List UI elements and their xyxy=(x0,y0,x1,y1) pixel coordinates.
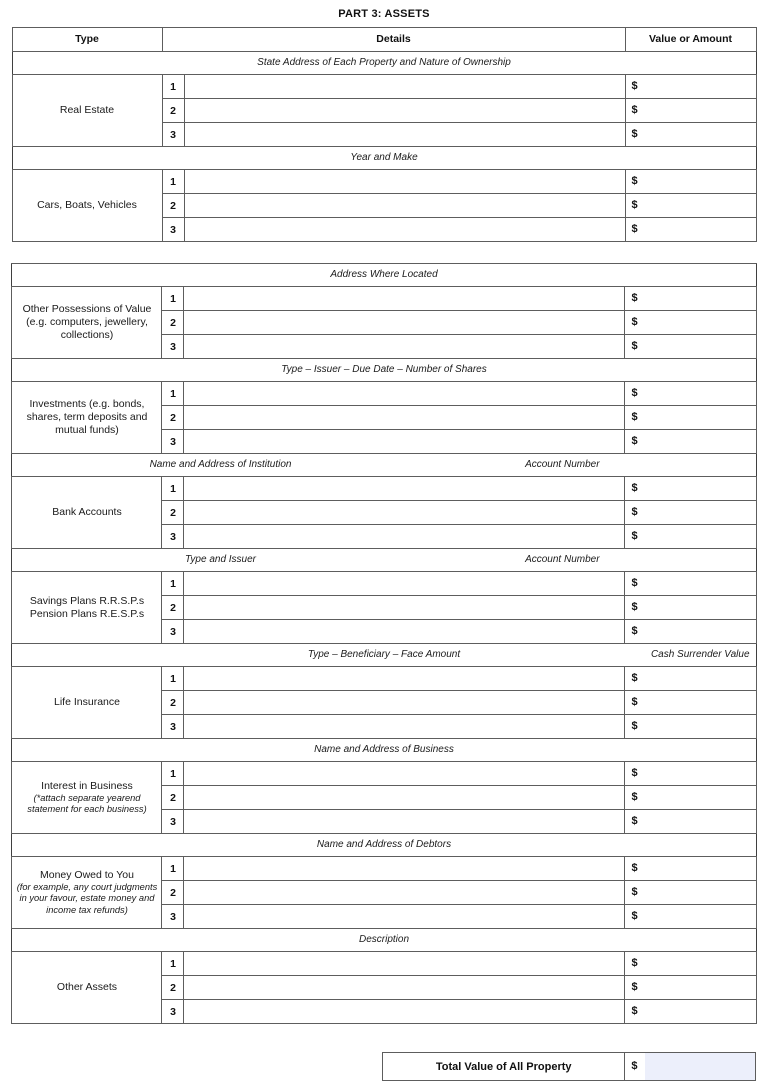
caption-savings-plans xyxy=(12,549,755,571)
currency-symbol: $ xyxy=(629,952,643,975)
currency-symbol: $ xyxy=(629,786,643,809)
assets-table-upper xyxy=(12,27,757,242)
detail-divider xyxy=(481,572,484,595)
detail-input-real-estate-2[interactable] xyxy=(184,99,625,123)
detail-input-other-possessions-2[interactable] xyxy=(184,311,625,335)
caption-interest-in-business: Name and Address of Business xyxy=(314,744,454,755)
currency-symbol: $ xyxy=(629,335,643,358)
detail-input-real-estate-3[interactable] xyxy=(184,123,625,147)
table-row xyxy=(12,75,756,99)
table-row xyxy=(12,667,756,691)
row-number: 2 xyxy=(162,786,184,810)
caption-other-assets: Description xyxy=(358,934,410,945)
value-input-real-estate-1[interactable] xyxy=(625,75,756,99)
total-row xyxy=(383,1053,756,1081)
currency-symbol: $ xyxy=(629,667,643,690)
value-input-other-possessions-3[interactable] xyxy=(625,335,756,359)
value-input-real-estate-2[interactable] xyxy=(625,99,756,123)
caption-savings-plans-primary: Type and Issuer xyxy=(185,554,257,565)
caption-investments: Type – Issuer – Due Date – Number of Shares xyxy=(281,364,487,375)
value-input-other-possessions-2[interactable] xyxy=(625,311,756,335)
caption-life-insurance xyxy=(12,644,755,666)
row-number: 3 xyxy=(162,335,184,359)
row-number: 2 xyxy=(162,596,184,620)
detail-input-investments-1[interactable] xyxy=(184,382,625,406)
value-input-interest-in-business-3[interactable] xyxy=(625,810,756,834)
table-row xyxy=(12,572,756,596)
row-number: 2 xyxy=(162,881,184,905)
row-number: 1 xyxy=(162,477,184,501)
currency-symbol: $ xyxy=(629,287,643,310)
detail-input-money-owed-2[interactable] xyxy=(184,881,625,905)
caption-life-insurance-primary: Type – Beneficiary – Face Amount xyxy=(307,649,461,660)
detail-input-interest-in-business-2[interactable] xyxy=(184,786,625,810)
section-caption-row-vehicles xyxy=(12,147,756,170)
type-label-money-owed xyxy=(12,857,162,929)
currency-symbol: $ xyxy=(629,1000,643,1023)
detail-input-other-possessions-1[interactable] xyxy=(184,287,625,311)
detail-input-other-assets-2[interactable] xyxy=(184,976,625,1000)
detail-input-interest-in-business-3[interactable] xyxy=(184,810,625,834)
detail-input-bank-accounts-3[interactable] xyxy=(184,525,625,549)
value-input-interest-in-business-1[interactable] xyxy=(625,762,756,786)
row-number: 3 xyxy=(162,123,184,147)
detail-input-savings-plans-1[interactable] xyxy=(184,572,625,596)
row-number: 1 xyxy=(162,667,184,691)
currency-symbol: $ xyxy=(629,620,643,643)
currency-symbol: $ xyxy=(629,691,643,714)
row-number: 1 xyxy=(162,952,184,976)
row-number: 1 xyxy=(162,857,184,881)
detail-input-life-insurance-3[interactable] xyxy=(184,715,625,739)
currency-symbol: $ xyxy=(629,382,643,405)
row-number: 2 xyxy=(162,194,184,218)
row-number: 1 xyxy=(162,170,184,194)
table-row xyxy=(12,170,756,194)
section-caption-row-interest-in-business xyxy=(12,739,756,762)
column-header-value: Value or Amount xyxy=(625,28,756,52)
column-header-type: Type xyxy=(12,28,162,52)
assets-table-lower xyxy=(11,263,756,1024)
value-input-other-assets-1[interactable] xyxy=(625,952,756,976)
detail-divider xyxy=(481,501,484,524)
currency-symbol: $ xyxy=(630,99,644,122)
row-number: 2 xyxy=(162,691,184,715)
value-input-vehicles-2[interactable] xyxy=(625,194,756,218)
currency-symbol: $ xyxy=(629,1053,643,1080)
caption-real-estate: State Address of Each Property and Nature of Ownership xyxy=(257,57,511,68)
currency-symbol: $ xyxy=(630,170,644,193)
value-input-vehicles-3[interactable] xyxy=(625,218,756,242)
detail-input-money-owed-3[interactable] xyxy=(184,905,625,929)
table-spacer xyxy=(0,242,768,263)
detail-input-investments-2[interactable] xyxy=(184,406,625,430)
row-number: 3 xyxy=(162,810,184,834)
row-number: 2 xyxy=(162,406,184,430)
detail-divider xyxy=(481,620,484,643)
value-input-savings-plans-2[interactable] xyxy=(625,596,756,620)
detail-input-vehicles-2[interactable] xyxy=(184,194,625,218)
section-caption-row-other-assets xyxy=(12,929,756,952)
detail-input-interest-in-business-1[interactable] xyxy=(184,762,625,786)
detail-input-investments-3[interactable] xyxy=(184,430,625,454)
row-number: 2 xyxy=(162,976,184,1000)
value-input-money-owed-2[interactable] xyxy=(625,881,756,905)
currency-symbol: $ xyxy=(629,477,643,500)
currency-symbol: $ xyxy=(629,881,643,904)
detail-input-vehicles-3[interactable] xyxy=(184,218,625,242)
value-input-money-owed-3[interactable] xyxy=(625,905,756,929)
row-number: 2 xyxy=(162,99,184,123)
detail-input-savings-plans-3[interactable] xyxy=(184,620,625,644)
value-input-other-assets-3[interactable] xyxy=(625,1000,756,1024)
type-label-interest-in-business xyxy=(12,762,162,834)
table-row xyxy=(12,952,756,976)
detail-input-savings-plans-2[interactable] xyxy=(184,596,625,620)
row-number: 1 xyxy=(162,762,184,786)
caption-vehicles: Year and Make xyxy=(350,152,418,163)
table-row xyxy=(12,287,756,311)
type-label-note: (*attach separate yearend statement for each business) xyxy=(27,792,147,814)
detail-divider xyxy=(481,525,484,548)
row-number: 3 xyxy=(162,905,184,929)
type-label-investments: Investments (e.g. bonds, shares, term deposits and mutual funds) xyxy=(12,382,162,454)
section-caption-row-other-possessions xyxy=(12,264,756,287)
type-label-main: Interest in Business xyxy=(41,779,133,792)
row-number: 1 xyxy=(162,382,184,406)
section-caption-row-money-owed xyxy=(12,834,756,857)
value-input-life-insurance-2[interactable] xyxy=(625,691,756,715)
detail-input-other-assets-1[interactable] xyxy=(184,952,625,976)
value-input-life-insurance-3[interactable] xyxy=(625,715,756,739)
currency-symbol: $ xyxy=(629,406,643,429)
table-row xyxy=(12,762,756,786)
value-input-savings-plans-3[interactable] xyxy=(625,620,756,644)
currency-symbol: $ xyxy=(629,976,643,999)
caption-bank-accounts-primary: Name and Address of Institution xyxy=(149,459,292,470)
value-input-life-insurance-1[interactable] xyxy=(625,667,756,691)
type-label-main: Money Owed to You xyxy=(39,868,134,881)
row-number: 3 xyxy=(162,620,184,644)
value-input-money-owed-1[interactable] xyxy=(625,857,756,881)
value-input-real-estate-3[interactable] xyxy=(625,123,756,147)
currency-symbol: $ xyxy=(629,857,643,880)
detail-input-other-possessions-3[interactable] xyxy=(184,335,625,359)
type-label-savings-plans: Savings Plans R.R.S.P.s Pension Plans R.E.S.P.s xyxy=(12,572,162,644)
currency-symbol: $ xyxy=(629,311,643,334)
type-label-life-insurance: Life Insurance xyxy=(12,667,162,739)
value-input-vehicles-1[interactable] xyxy=(625,170,756,194)
value-input-bank-accounts-2[interactable] xyxy=(625,501,756,525)
currency-symbol: $ xyxy=(629,525,643,548)
row-number: 3 xyxy=(162,715,184,739)
value-input-interest-in-business-2[interactable] xyxy=(625,786,756,810)
section-caption-row-savings-plans xyxy=(12,549,756,572)
currency-symbol: $ xyxy=(630,218,644,241)
table-row xyxy=(12,857,756,881)
type-label-bank-accounts: Bank Accounts xyxy=(12,477,162,549)
currency-symbol: $ xyxy=(629,715,643,738)
currency-symbol: $ xyxy=(629,501,643,524)
detail-divider xyxy=(481,596,484,619)
value-input-investments-3[interactable] xyxy=(625,430,756,454)
row-number: 1 xyxy=(162,287,184,311)
table-header-row xyxy=(12,28,756,52)
currency-symbol: $ xyxy=(630,194,644,217)
table-row xyxy=(12,382,756,406)
row-number: 3 xyxy=(162,1000,184,1024)
value-input-bank-accounts-1[interactable] xyxy=(625,477,756,501)
detail-input-money-owed-1[interactable] xyxy=(184,857,625,881)
type-label-vehicles: Cars, Boats, Vehicles xyxy=(12,170,162,242)
page-title: PART 3: ASSETS xyxy=(338,8,430,20)
total-label: Total Value of All Property xyxy=(383,1053,625,1081)
currency-symbol: $ xyxy=(629,430,643,453)
caption-bank-accounts xyxy=(12,454,755,476)
detail-input-life-insurance-2[interactable] xyxy=(184,691,625,715)
section-caption-row-bank-accounts xyxy=(12,454,756,477)
row-number: 2 xyxy=(162,311,184,335)
detail-input-real-estate-1[interactable] xyxy=(184,75,625,99)
caption-other-possessions: Address Where Located xyxy=(330,269,438,280)
value-input-savings-plans-1[interactable] xyxy=(625,572,756,596)
value-input-bank-accounts-3[interactable] xyxy=(625,525,756,549)
value-input-other-assets-2[interactable] xyxy=(625,976,756,1000)
value-input-investments-2[interactable] xyxy=(625,406,756,430)
detail-input-life-insurance-1[interactable] xyxy=(184,667,625,691)
section-caption-row-life-insurance xyxy=(12,644,756,667)
currency-symbol: $ xyxy=(630,123,644,146)
type-label-real-estate: Real Estate xyxy=(12,75,162,147)
currency-symbol: $ xyxy=(630,75,644,98)
currency-symbol: $ xyxy=(629,596,643,619)
caption-life-insurance-secondary: Cash Surrender Value xyxy=(650,649,750,660)
row-number: 1 xyxy=(162,75,184,99)
row-number: 3 xyxy=(162,218,184,242)
currency-symbol: $ xyxy=(629,905,643,928)
currency-symbol: $ xyxy=(629,572,643,595)
currency-symbol: $ xyxy=(629,810,643,833)
row-number: 3 xyxy=(162,525,184,549)
detail-input-vehicles-1[interactable] xyxy=(184,170,625,194)
detail-input-bank-accounts-1[interactable] xyxy=(184,477,625,501)
type-label-note: (for example, any court judgments in your favour, estate money and income tax refunds) xyxy=(16,881,158,915)
total-value-input[interactable] xyxy=(625,1053,756,1081)
type-label-other-possessions: Other Possessions of Value (e.g. computers, jewellery, collections) xyxy=(12,287,162,359)
type-label-other-assets: Other Assets xyxy=(12,952,162,1024)
detail-input-other-assets-3[interactable] xyxy=(184,1000,625,1024)
row-number: 2 xyxy=(162,501,184,525)
total-table xyxy=(382,1052,756,1081)
value-input-investments-1[interactable] xyxy=(625,382,756,406)
currency-symbol: $ xyxy=(629,762,643,785)
detail-input-bank-accounts-2[interactable] xyxy=(184,501,625,525)
total-section xyxy=(12,1024,756,1081)
caption-bank-accounts-secondary: Account Number xyxy=(525,459,600,470)
row-number: 1 xyxy=(162,572,184,596)
caption-savings-plans-secondary: Account Number xyxy=(525,554,600,565)
detail-divider xyxy=(481,477,484,500)
section-caption-row-investments xyxy=(12,359,756,382)
caption-money-owed: Name and Address of Debtors xyxy=(316,839,452,850)
table-row xyxy=(12,477,756,501)
column-header-details: Details xyxy=(162,28,625,52)
section-caption-row-real-estate xyxy=(12,52,756,75)
value-input-other-possessions-1[interactable] xyxy=(625,287,756,311)
row-number: 3 xyxy=(162,430,184,454)
